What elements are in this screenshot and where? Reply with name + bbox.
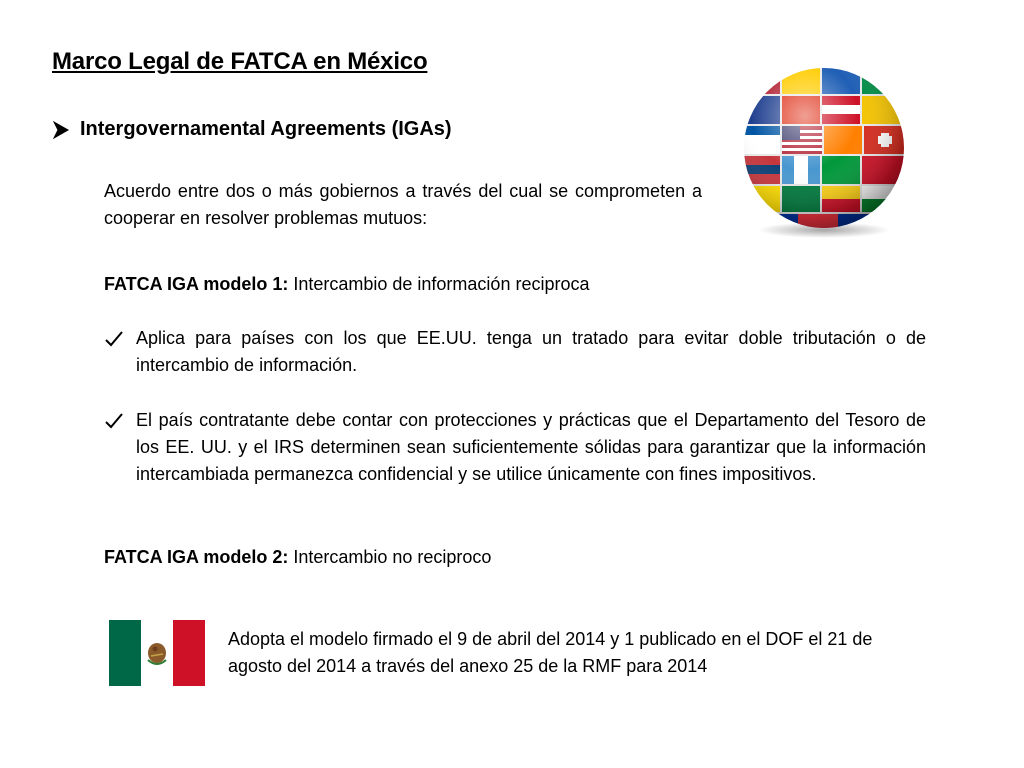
checkmark-icon <box>104 411 124 431</box>
slide-title: Marco Legal de FATCA en México <box>52 48 428 75</box>
list-item-text: Aplica para países con los que EE.UU. tenga un tratado para evitar doble tributación o de intercambio de información. <box>136 328 926 375</box>
section-heading-text: Intergovernamental Agreements (IGAs) <box>80 118 452 140</box>
list-item <box>104 325 926 379</box>
iga-model-1-text: Intercambio de información reciproca <box>288 274 590 294</box>
world-flags-globe-image <box>738 64 910 240</box>
iga-model-2-text: Intercambio no reciproco <box>288 547 492 567</box>
eagle-emblem-icon <box>148 643 166 664</box>
list-item-text: El país contratante debe contar con protecciones y prácticas que el Departamento del Tesoro de los EE. UU. y el IRS determinen sean suficientemente sólidas para garantizar que la información intercambiada permanezca confidencial y se utilice únicamente con fines impositivos. <box>136 410 926 484</box>
list-item <box>104 407 926 488</box>
mexico-adoption-note: Adopta el modelo firmado el 9 de abril del 2014 y 1 publicado en el DOF el 21 de agosto del 2014 a través del anexo 25 de la RMF para 2014 <box>228 629 873 676</box>
iga-model-1-label: FATCA IGA modelo 1: <box>104 274 289 294</box>
iga-model-2 <box>104 544 924 571</box>
section-heading <box>52 118 452 141</box>
iga-model-1 <box>104 271 924 298</box>
checkmark-icon <box>104 329 124 349</box>
intro-paragraph: Acuerdo entre dos o más gobiernos a través del cual se comprometen a cooperar en resolver problemas mutuos: <box>104 181 702 228</box>
iga-model-2-label: FATCA IGA modelo 2: <box>104 547 289 567</box>
mexico-flag-image <box>109 620 205 686</box>
arrowhead-bullet-icon <box>52 121 70 139</box>
